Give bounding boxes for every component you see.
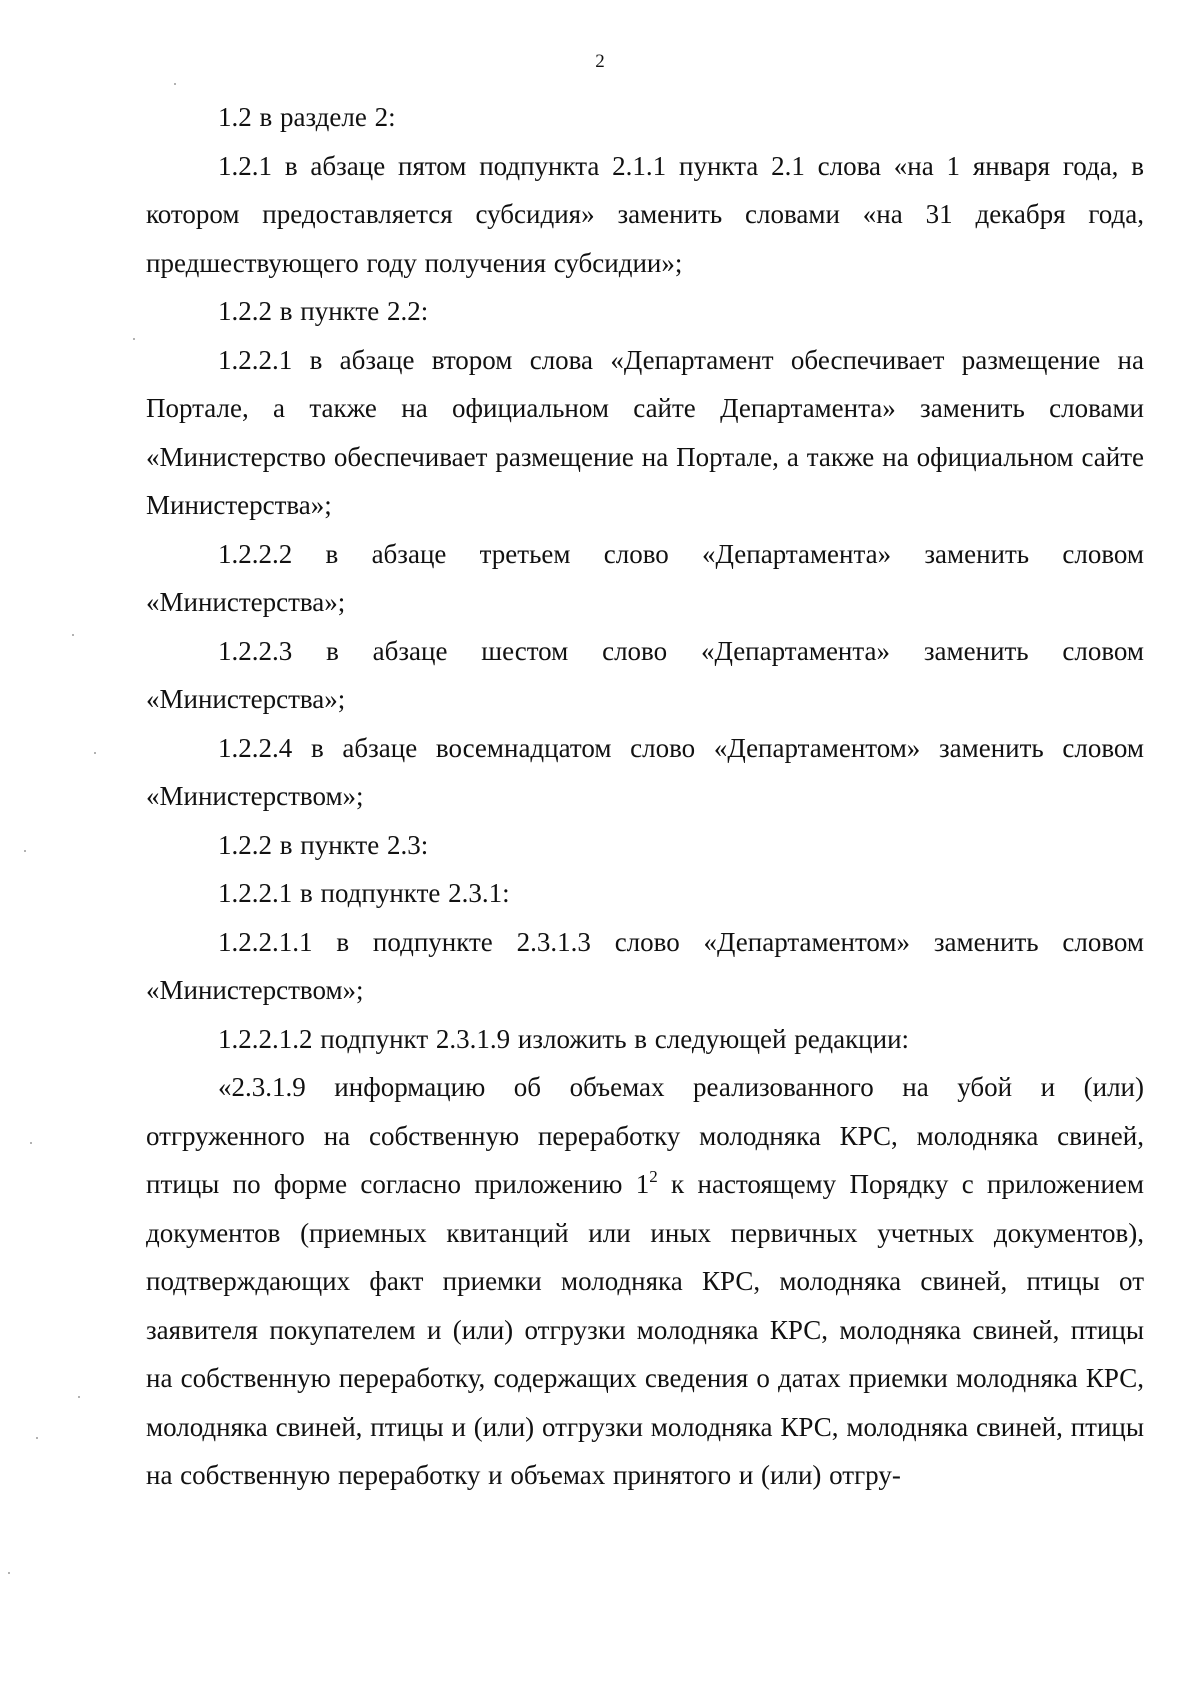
paragraph-2-3-1-9-text-start: «2.3.1.9 информацию об объемах реализованного на убой и (или) отгруженного на собственную переработку молодняка КРС, молодняка свиней, птицы по форме согласно приложению 1 xyxy=(146,1072,1144,1199)
paragraph-1-2-2-2: 1.2.2.2 в абзаце третьем слово «Департамента» заменить словом «Министерства»; xyxy=(146,538,1144,617)
document-body xyxy=(146,93,1144,1500)
paragraph-1-2-2: 1.2.2 в пункте 2.2: xyxy=(218,296,429,326)
scan-speck xyxy=(78,1396,80,1398)
paragraph-2-3-1-9 xyxy=(146,1063,1144,1500)
scan-speck xyxy=(30,1142,32,1144)
scan-speck xyxy=(36,1437,38,1439)
scan-speck xyxy=(8,1572,10,1574)
paragraph-1-2-2-1-2: 1.2.2.1.2 подпункт 2.3.1.9 изложить в следующей редакции: xyxy=(218,1023,910,1054)
paragraph-2-3-1-9-text-end: к настоящему Порядку с приложением документов (приемных квитанций или иных первичных учетных документов), подтверждающих факт приемки молодняка КРС, молодняка свиней, птицы от заявителя покупателем и (или) отгрузки молодняка КРС, молодняка свиней, птицы на собственную переработку, содержащих сведения о датах приемки молодняка КРС, молодняка свиней, птицы и (или) отгрузки молодняка КРС, молодняка свиней, птицы на собственную переработку и объемах принятого и (или) отгру- xyxy=(146,1169,1144,1490)
paragraph-1-2-2-section-2-3: 1.2.2 в пункте 2.3: xyxy=(218,829,429,860)
paragraph-1-2-2-1-1: 1.2.2.1.1 в подпункте 2.3.1.3 слово «Департаментом» заменить словом «Министерством»; xyxy=(146,926,1144,1005)
scan-speck xyxy=(24,850,26,852)
paragraph-1-2: 1.2 в разделе 2: xyxy=(218,102,396,132)
superscript-2: 2 xyxy=(649,1167,658,1186)
paragraph-1-2-2-1-subpoint: 1.2.2.1 в подпункте 2.3.1: xyxy=(218,878,510,908)
scan-speck xyxy=(133,338,135,340)
paragraph-1-2-2-1: 1.2.2.1 в абзаце втором слова «Департамент обеспечивает размещение на Портале, а также на официальном сайте Департамента» заменить словами «Министерство обеспечивает размещение на Портале, а также на официальном сайте Министерства»; xyxy=(146,344,1144,520)
scan-speck xyxy=(174,83,176,85)
scan-speck xyxy=(94,752,96,754)
paragraph-1-2-2-4: 1.2.2.4 в абзаце восемнадцатом слово «Департаментом» заменить словом «Министерством»; xyxy=(146,732,1144,811)
page-number: 2 xyxy=(595,51,605,72)
paragraph-1-2-2-3: 1.2.2.3 в абзаце шестом слово «Департамента» заменить словом «Министерства»; xyxy=(146,635,1144,714)
scan-speck xyxy=(72,634,74,636)
paragraph-1-2-1: 1.2.1 в абзаце пятом подпункта 2.1.1 пункта 2.1 слова «на 1 января года, в котором предоставляется субсидия» заменить словами «на 31 декабря года, предшествующего году получения субсидии»; xyxy=(146,150,1144,278)
